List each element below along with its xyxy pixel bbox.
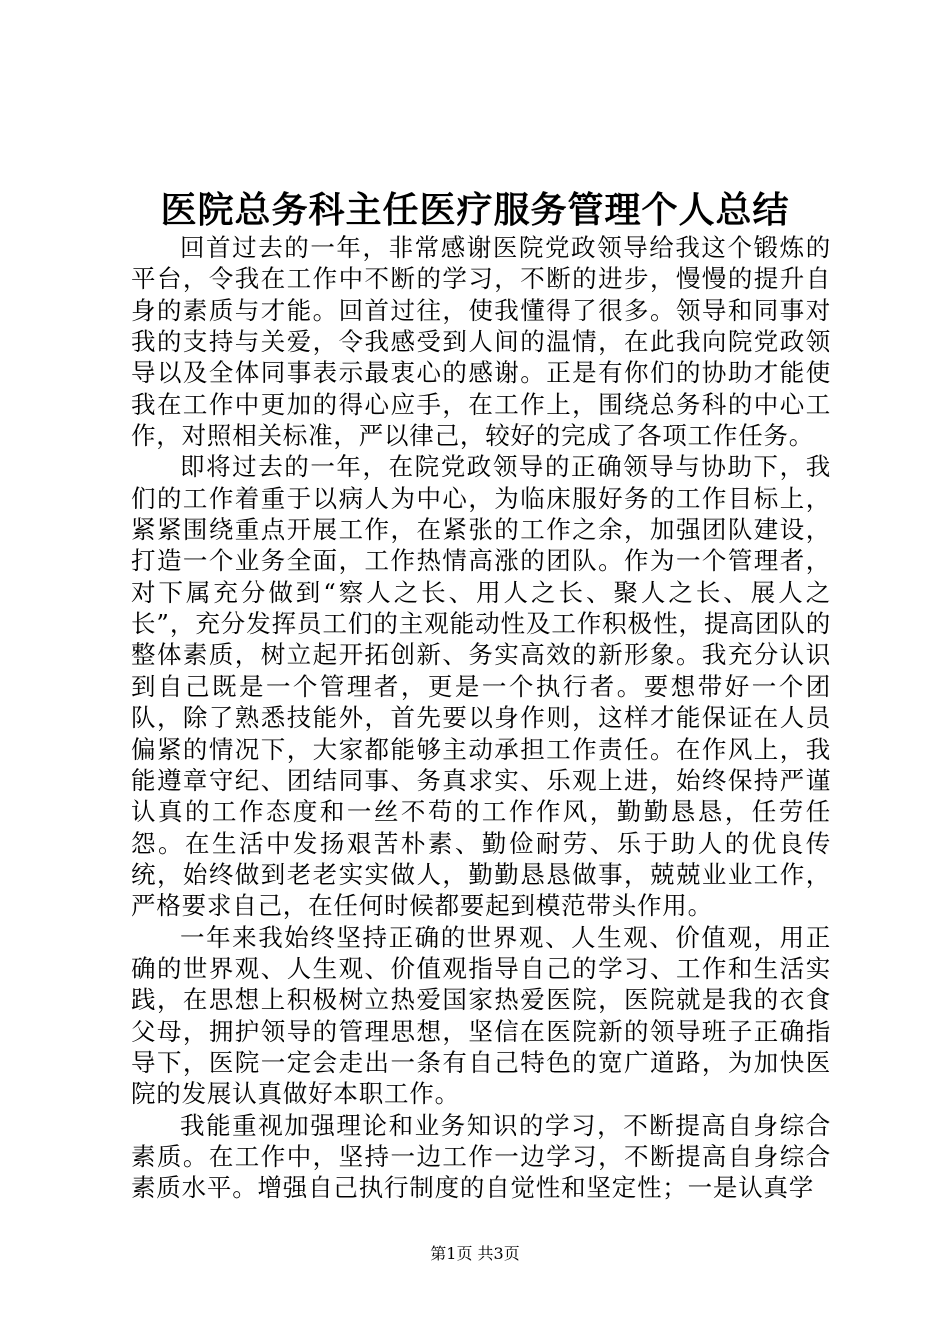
- paragraph-worldview: 一年来我始终坚持正确的世界观、人生观、价值观，用正确的世界观、人生观、价值观指导自己的学习、工作和生活实践，在思想上积极树立热爱国家热爱医院，医院就是我的衣食父母，拥护领导的管理思想，坚信在医院新的领导班子正确指导下，医院一定会走出一条有自己特色的宽广道路，为加快医院的发展认真做好本职工作。: [131, 922, 831, 1109]
- paragraph-intro: 回首过去的一年，非常感谢医院党政领导给我这个锻炼的平台，令我在工作中不断的学习，不断的进步，慢慢的提升自身的素质与才能。回首过往，使我懂得了很多。领导和同事对我的支持与关爱，令我感受到人间的温情，在此我向院党政领导以及全体同事表示最衷心的感谢。正是有你们的协助才能使我在工作中更加的得心应手，在工作上，围绕总务科的中心工作，对照相关标准，严以律己，较好的完成了各项工作任务。: [131, 233, 831, 451]
- paragraph-team-building: 即将过去的一年，在院党政领导的正确领导与协助下，我们的工作着重于以病人为中心，为临床服好务的工作目标上，紧紧围绕重点开展工作，在紧张的工作之余，加强团队建设，打造一个业务全面，工作热情高涨的团队。作为一个管理者，对下属充分做到“察人之长、用人之长、聚人之长、展人之长”，充分发挥员工们的主观能动性及工作积极性，提高团队的整体素质，树立起开拓创新、务实高效的新形象。我充分认识到自己既是一个管理者，更是一个执行者。要想带好一个团队，除了熟悉技能外，首先要以身作则，这样才能保证在人员偏紧的情况下，大家都能够主动承担工作责任。在作风上，我能遵章守纪、团结同事、务真求实、乐观上进，始终保持严谨认真的工作态度和一丝不苟的工作作风，勤勤恳恳，任劳任怨。在生活中发扬艰苦朴素、勤俭耐劳、乐于助人的优良传统，始终做到老老实实做人，勤勤恳恳做事，兢兢业业工作，严格要求自己，在任何时候都要起到模范带头作用。: [131, 452, 831, 921]
- document-body: [131, 232, 831, 1204]
- document-title: 医院总务科主任医疗服务管理个人总结: [160, 189, 790, 231]
- page-number-footer: 第1页 共3页: [430, 1244, 520, 1263]
- paragraph-study: 我能重视加强理论和业务知识的学习，不断提高自身综合素质。在工作中，坚持一边工作一边学习，不断提高自身综合素质水平。增强自己执行制度的自觉性和坚定性；一是认真学: [131, 1110, 831, 1203]
